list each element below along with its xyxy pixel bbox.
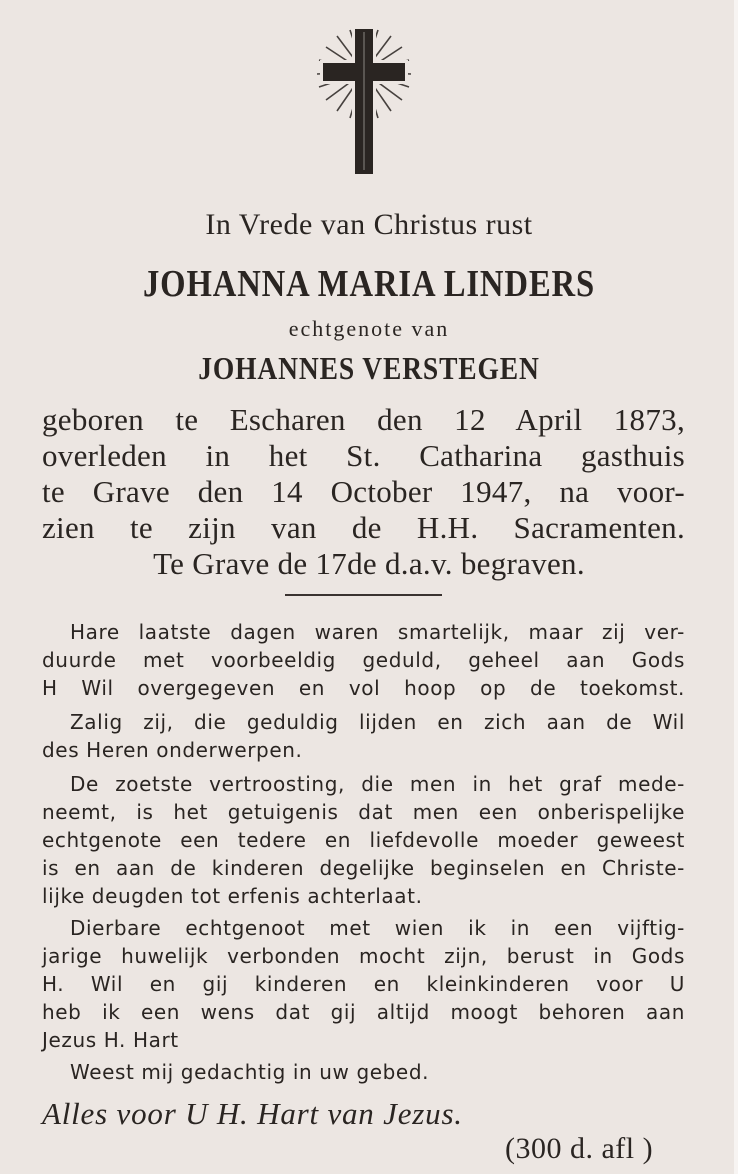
paragraph-line: jarige huwelijk verbonden mocht zijn, berust in Gods <box>42 944 685 968</box>
paragraph-line: Jezus H. Hart <box>42 1028 179 1052</box>
paragraph-line: duurde met voorbeeldig geduld, geheel aan Gods <box>42 648 685 672</box>
paragraph-line: Weest mij gedachtig in uw gebed. <box>70 1060 430 1084</box>
relation-line: echtgenote van <box>288 316 450 341</box>
paragraph-line: neemt, is het getuigenis dat men een onberispelijke <box>42 800 685 824</box>
bio-line: zien te zijn van de H.H. Sacramenten. <box>42 510 685 545</box>
paragraph-line: des Heren onderwerpen. <box>42 738 303 762</box>
bio-line: overleden in het St. Catharina gasthuis <box>42 438 685 473</box>
paragraph-line: Zalig zij, die geduldig lijden en zich aan de Wil <box>70 710 685 734</box>
deceased-name: JOHANNA MARIA LINDERS <box>142 263 596 305</box>
paragraph-line: H Wil overgegeven en vol hoop op de toekomst. <box>42 676 685 700</box>
paragraph-line: H. Wil en gij kinderen en kleinkinderen voor U <box>42 972 685 996</box>
divider-rule <box>285 594 442 596</box>
bio-line: te Grave den 14 October 1947, na voor- <box>42 474 685 509</box>
closing-invocation: Alles voor U H. Hart van Jezus. <box>42 1096 463 1131</box>
paragraph-line: De zoetste vertroosting, die men in het graf mede- <box>70 772 685 796</box>
bio-line: Te Grave de 17de d.a.v. begraven. <box>153 546 585 581</box>
radiant-cross-graphic <box>314 24 414 180</box>
spouse-name: JOHANNES VERSTEGEN <box>198 350 540 386</box>
radiant-cross-icon <box>314 24 414 180</box>
indulgence-note: (300 d. afl ) <box>505 1132 654 1165</box>
bio-line: geboren te Escharen den 12 April 1873, <box>42 402 685 437</box>
paragraph-line: Dierbare echtgenoot met wien ik in een vijftig- <box>70 916 685 940</box>
paragraph-line: is en aan de kinderen degelijke beginselen en Christe- <box>42 856 685 880</box>
opening-line: In Vrede van Christus rust <box>205 208 533 241</box>
paragraph-line: echtgenote een tedere en liefdevolle moeder geweest <box>42 828 685 852</box>
paragraph-line: heb ik een wens dat gij altijd moogt behoren aan <box>42 1000 685 1024</box>
paragraph-line: lijke deugden tot erfenis achterlaat. <box>42 884 423 908</box>
paragraph-line: Hare laatste dagen waren smartelijk, maar zij ver- <box>70 620 685 644</box>
